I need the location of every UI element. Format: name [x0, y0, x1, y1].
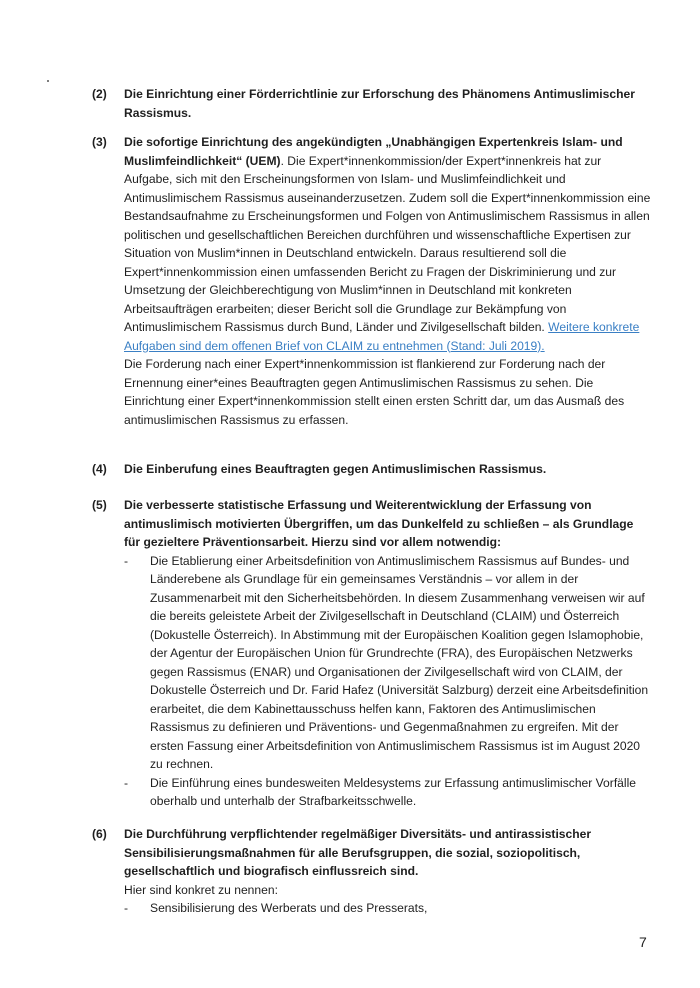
item-heading: Die Einrichtung einer Förderrichtlinie zur Erforschung des Phänomens Antimuslimischer Rassismus. [124, 87, 635, 120]
item-number: (2) [92, 87, 107, 101]
bullet-item [124, 899, 652, 918]
item-heading: Die Einberufung eines Beauftragten gegen Antimuslimischen Rassismus. [124, 462, 547, 476]
item-number: (5) [92, 498, 107, 512]
item-text: . Die Expert*innenkommission/der Expert*innenkreis hat zur Aufgabe, sich mit den Erscheinungsformen von Islam- und Muslimfeindlichkeit und Antimuslimischem Rassismus auseinanderzusetzen. Zudem soll die Expert*innenkommission eine Bestandsaufnahme zu Erscheinungsformen und Folgen von Antimuslimischem Rassismus in allen politischen und gesellschaftlichen Bereichen durchführen und wissenschaftliche Expertisen zur Situation von Muslim*innen in Deutschland entwickeln. Daraus resultierend soll die Expert*innenkommission einen umfassenden Bericht zu Fragen der Diskriminierung und zur Umsetzung der Gleichberechtigung von Muslim*innen in Deutschland mit konkreten Arbeitsaufträgen erarbeiten; dieser Bericht soll die Grundlage zur Bekämpfung von Antimuslimischem Rassismus durch Bund, Länder und Zivilgesellschaft bilden. [124, 153, 651, 334]
bullet-item [124, 774, 652, 811]
page-number: 7 [639, 934, 647, 950]
bullet-text: Sensibilisierung des Werberats und des Presserats, [150, 901, 428, 915]
item-intro: Hier sind konkret zu nennen: [124, 882, 278, 897]
item-number: (4) [92, 462, 107, 476]
bullet-item [124, 552, 652, 774]
bullet-dash: - [124, 901, 129, 915]
list-item-6 [92, 825, 652, 918]
bullet-text: Die Einführung eines bundesweiten Meldesystems zur Erfassung antimuslimischer Vorfälle oberhalb und unterhalb der Strafbarkeitsschwelle. [150, 775, 636, 808]
scan-speck [47, 80, 49, 82]
list-item-3 [92, 133, 652, 429]
list-item-5 [92, 496, 652, 811]
item-number: (3) [92, 135, 107, 149]
bullet-text: Die Etablierung einer Arbeitsdefinition von Antimuslimischem Rassismus auf Bundes- und Länderebene als Grundlage für ein gemeinsames Verständnis – vor allem in der Zusammenarbeit mit den Sicherheitsbehörden. In diesem Zusammenhang verweisen wir auf die bereits geleistete Arbeit der Zivilgesellschaft in Deutschland (CLAIM) und Österreich (Dokustelle Österreich). In Abstimmung mit der Europäischen Koalition gegen Islamophobie, der Agentur der Europäischen Union für Grundrechte (FRA), des Europäischen Netzwerks gegen Rassismus (ENAR) und Organisationen der Zivilgesellschaft wird von CLAIM, der Dokustelle Österreich und Dr. Farid Hafez (Universität Salzburg) derzeit eine Arbeitsdefinition erarbeitet, die dem Kabinettausschuss helfen kann, Faktoren des Antimuslimischen Rassismus zu definieren und Präventions- und Gegenmaßnahmen zu ergreifen. Mit der ersten Fassung einer Arbeitsdefinition von Antimuslimischem Rassismus ist im August 2020 zu rechnen. [150, 553, 649, 771]
bullet-dash: - [124, 775, 129, 790]
claim-letter-link[interactable]: Weitere konkrete Aufgaben sind dem offenen Brief von CLAIM zu entnehmen (Stand: Juli 2019). [124, 320, 640, 353]
item-heading: Die Durchführung verpflichtender regelmäßiger Diversitäts- und antirassistischer Sensibilisierungsmaßnahmen für alle Berufsgruppen, die sozial, soziopolitisch, gesellschaftlich und biografisch einflussreich sind. [124, 827, 592, 878]
item-heading: Die verbesserte statistische Erfassung und Weiterentwicklung der Erfassung von antimuslimisch motivierten Übergriffen, um das Dunkelfeld zu schließen – als Grundlage für gezieltere Präventionsarbeit. Hierzu sind vor allem notwendig: [124, 498, 634, 549]
list-item-2 [92, 85, 652, 122]
item-number: (6) [92, 827, 107, 841]
item-text: Die Forderung nach einer Expert*innenkommission ist flankierend zur Forderung nach der Ernennung einer*eines Beauftragten gegen Antimuslimischen Rassismus zu sehen. Die Einrichtung einer Expert*innenkommission stellt einen ersten Schritt dar, um das Ausmaß des antimuslimischen Rassismus zu erfassen. [124, 357, 625, 427]
item-heading: Die sofortige Einrichtung des angekündigten „Unabhängigen Expertenkreis Islam- und Muslimfeindlichkeit“ (UEM) [124, 135, 623, 168]
bullet-dash: - [124, 553, 129, 568]
list-item-4 [92, 460, 652, 479]
